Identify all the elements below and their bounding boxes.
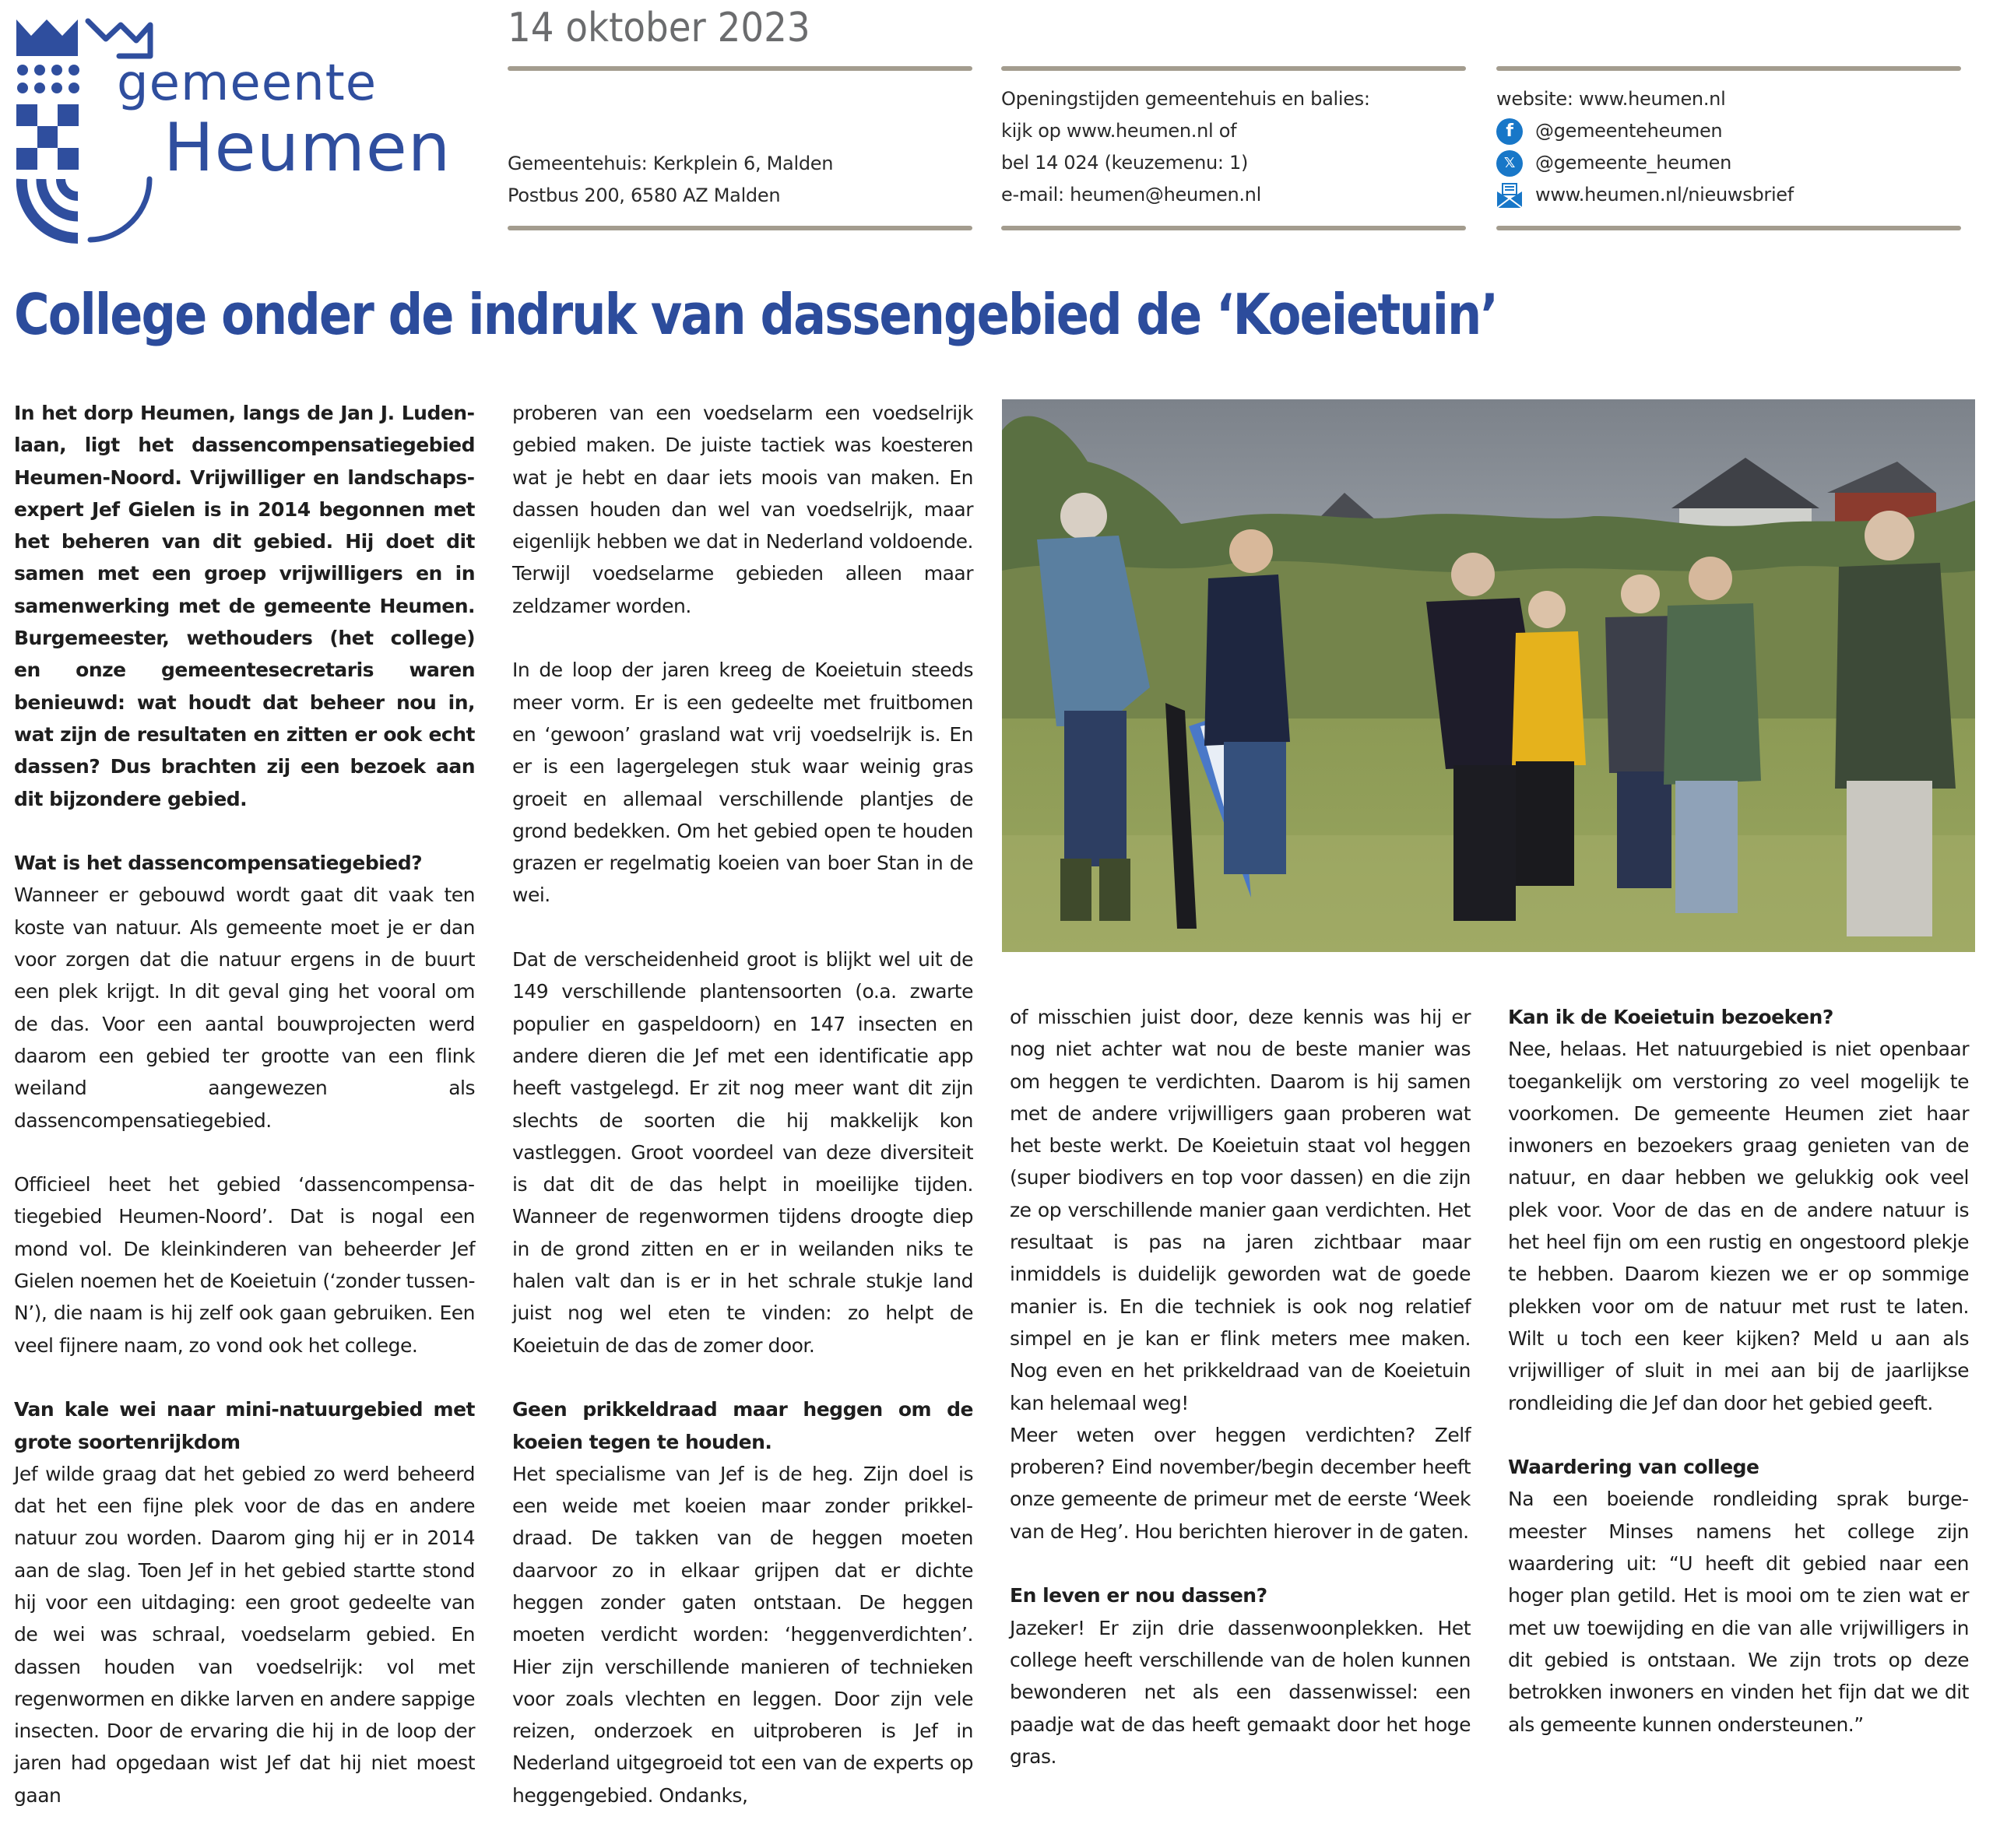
article-column-1: [14, 397, 475, 1811]
paragraph: Officieel heet het gebied ‘dassencompensatiegebied Heumen-Noord’. Dat is nogal een mond vol. De kleinkinderen van beheerder Jef Gielen noemen het de Koeietuin (‘zonder tussen-N’), die naam is hij zelf ook gaan gebruiken. Een veel fijnere naam, zo vond ook het college.: [14, 1173, 475, 1357]
opening-email-line[interactable]: e-mail: heumen@heumen.nl: [1001, 184, 1261, 206]
logo-heumen-text: Heumen: [163, 109, 452, 187]
header-rule: [1496, 226, 1961, 230]
section-heading: Kan ik de Koeietuin bezoeken?: [1508, 1006, 1833, 1028]
x-handle: @gemeente_heumen: [1535, 152, 1732, 174]
address-line: Gemeentehuis: Kerkplein 6, Malden: [508, 153, 834, 174]
article-column-4: [1508, 1001, 1969, 1741]
section-heading: Wat is het dassencompensatiegebied?: [14, 852, 423, 875]
gemeente-heumen-logo: [14, 17, 452, 251]
paragraph: Wanneer er gebouwd wordt gaat dit vaak ten koste van natuur. Als gemeente moet je er dan voor zorgen dat die natuur ergens in de buurt een plek krijgt. In dit geval ging het vooral om de das. Voor een aantal bouwprojecten werd daarom een gebied ter grootte van een flink weiland aangewezen als dassencompensatiegebied.: [14, 884, 475, 1132]
newsletter-url: www.heumen.nl/nieuwsbrief: [1535, 184, 1794, 206]
facebook-handle: @gemeenteheumen: [1535, 120, 1723, 142]
article-intro: In het dorp Heumen, langs de Jan J. Ludenlaan, ligt het dassencompensatiegebied Heumen-Noord. Vrijwilliger en landschapsexpert Jef Gielen is in 2014 begonnen met het beheren van dit gebied. Hij doet dit samen met een groep vrijwilligers en in samenwerking met de gemeente Heumen. Burgemeester, wethouders (het college) en onze gemeentesecretaris waren benieuwd: wat houdt dat beheer nou in, wat zijn de resultaten en zitten er ook echt dassen? Dus brachten zij een bezoek aan dit bijzondere gebied.: [14, 402, 475, 810]
paragraph: Het specialisme van Jef is de heg. Zijn doel is een weide met koeien maar zonder prikkeldraad. De takken van de heggen moeten daarvoor zo in elkaar grijpen dat er dichte heggen zonder gaten ontstaan. De heggen moeten verdicht worden: ‘heggenverdichten’. Hier zijn verschillende manieren of technieken voor zoals vlechten en leggen. Door zijn vele reizen, onderzoek en uitproberen is Jef in Nederland uitgegroeid tot een van de experts op heggengebied. Ondanks,: [512, 1462, 973, 1807]
opening-phone-line: bel 14 024 (keuzemenu: 1): [1001, 152, 1249, 174]
x-link[interactable]: [1496, 147, 1794, 179]
paragraph: Nee, helaas. Het natuurgebied is niet openbaar toegankelijk om verstoring zo veel mogelijk te voorkomen. De gemeente Heumen ziet haar inwoners en bezoekers graag genieten van de natuur, en daar hebben we gelukkig ook veel plek voor. Voor de das en de andere natuur is het heel fijn om een rustig en ongestoord plekje te hebben. Daarom kiezen we er op sommige plekken voor om de natuur met rust te laten. Wilt u toch een keer kijken? Meld u aan als vrijwilliger of sluit in mei aan bij de jaarlijkse rondleiding die Jef dan door het gebied geeft.: [1508, 1038, 1969, 1414]
newsletter-envelope-icon: [1496, 182, 1523, 209]
online-contact-block: [1496, 83, 1794, 211]
opening-website-line[interactable]: kijk op www.heumen.nl of: [1001, 120, 1237, 142]
article-headline: College onder de indruk van dassengebied de ‘Koeietuin’: [14, 282, 1498, 347]
header-rule: [508, 66, 972, 71]
section-heading: Van kale wei naar mini-natuurgebied met grote soortenrijkdom: [14, 1398, 475, 1453]
heumen-coat-of-arms-icon: [14, 17, 185, 251]
opening-hours-title: Openingstijden gemeentehuis en balies:: [1001, 88, 1370, 110]
header-rule: [508, 226, 972, 230]
article-column-3: [1010, 1001, 1471, 1772]
article-column-2: [512, 397, 973, 1811]
group-in-meadow-photo: [1002, 399, 1975, 952]
paragraph: proberen van een voedselarm een voedselrijk gebied maken. De juiste tactiek was koesteren wat je hebt en daar iets moois van maken. En dassen houden dan wel van voedselrijk, maar eigenlijk hebben we dat in Nederland voldoende. Terwijl voedselarme gebieden alleen maar zeldzamer worden.: [512, 402, 973, 617]
section-heading: En leven er nou dassen?: [1010, 1584, 1267, 1607]
paragraph: Jef wilde graag dat het gebied zo werd beheerd dat het een fijne plek voor de das en andere natuur zou worden. Daarom ging hij er in 2014 aan de slag. Toen Jef in het gebied startte stond hij voor een uitdaging: een groot gedeelte van de wei was schraal, voedselarm gebied. En dassen houden van voedselrijk: vol met regenwormen en dikke larven en andere sappige insecten. Door de ervaring die hij in de loop der jaren had opgedaan wist Jef dat hij niet moest gaan: [14, 1462, 475, 1807]
paragraph: Dat de verscheidenheid groot is blijkt wel uit de 149 verschillende plantensoorten (o.a. zwarte populier en gaspeldoorn) en 147 insecten en andere dieren die Jef met een identificatie app heeft vastgelegd. Er zit nog meer want dit zijn slechts de soorten die hij makkelijk kon vastleggen. Groot voordeel van deze diversiteit is dat dit de das helpt in moeilijke tijden. Wanneer de regenwormen tijdens droogte diep in de grond zitten en er in weilanden niks te halen valt dan is er in het schrale stukje land juist nog wel eten te vinden: zo helpt de Koeietuin de das de zomer door.: [512, 948, 973, 1357]
website-link[interactable]: website: www.heumen.nl: [1496, 88, 1726, 110]
newsletter-link[interactable]: [1496, 179, 1794, 211]
paragraph: Na een boeiende rondleiding sprak burgemeester Minses namens het college zijn waardering uit: “U heeft dit gebied naar een hoger plan getild. Het is mooi om te zien wat er met uw toewijding en die van alle vrijwilligers in dit gebied is ontstaan. We zijn trots op deze betrokken inwoners en vinden het fijn dat we dit als gemeente kunnen ondersteunen.”: [1508, 1488, 1969, 1736]
paragraph: of misschien juist door, deze kennis was hij er nog niet achter wat nou de beste manier was om heggen te verdichten. Daarom is hij samen met de andere vrijwilligers gaan proberen wat het beste werkt. De Koeietuin staat vol heggen (super biodivers en top voor dassen) en die zijn ze op verschillende manier gaan verdichten. Het resultaat is pas na jaren zichtbaar maar inmiddels is duidelijk geworden wat de goede manier is. En die techniek is ook nog relatief simpel en je kan er flink meters mee maken. Nog even en het prikkeldraad van de Koeietuin kan helemaal weg!: [1010, 1006, 1471, 1414]
logo-gemeente-text: gemeente: [117, 54, 378, 112]
issue-date: 14 oktober 2023: [508, 5, 810, 51]
header-rule: [1001, 226, 1466, 230]
paragraph: Jazeker! Er zijn drie dassenwoonplekken. Het college heeft verschillende van de holen kunnen bewonderen net als een dassenwissel: een paadje wat de das heeft gemaakt door het hoge gras.: [1010, 1616, 1471, 1768]
address-line: Postbus 200, 6580 AZ Malden: [508, 184, 781, 206]
article-photo: [1002, 399, 1975, 952]
header-rule: [1496, 66, 1961, 71]
facebook-link[interactable]: [1496, 115, 1794, 147]
x-twitter-icon: 𝕏: [1496, 150, 1523, 177]
opening-hours-block: [1001, 83, 1370, 211]
section-heading: Geen prikkeldraad maar heggen om de koeien tegen te houden.: [512, 1398, 973, 1453]
paragraph: Meer weten over heggen verdichten? Zelf proberen? Eind november/begin december heeft onze gemeente de primeur met de eerste ‘Week van de Heg’. Hou berichten hierover in de gaten.: [1010, 1423, 1471, 1543]
paragraph: In de loop der jaren kreeg de Koeietuin steeds meer vorm. Er is een gedeelte met fruitbomen en ‘gewoon’ grasland wat vrij voedselrijk is. En er is een lagergelegen stuk waar weinig gras groeit en allemaal verschillende plantjes de grond bedekken. Om het gebied open te houden grazen er regelmatig koeien van boer Stan in de wei.: [512, 659, 973, 907]
facebook-icon: f: [1496, 118, 1523, 145]
address-block: [508, 148, 833, 212]
section-heading: Waardering van college: [1508, 1456, 1759, 1479]
header-rule: [1001, 66, 1466, 71]
